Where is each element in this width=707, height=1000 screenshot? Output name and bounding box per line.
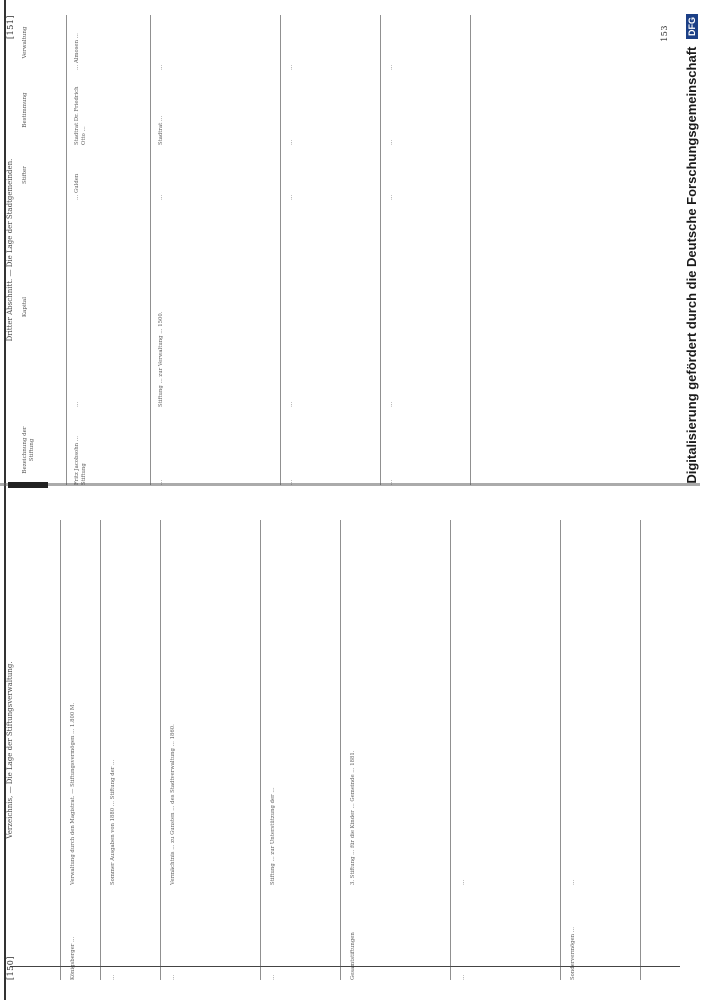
table-cell: … Gulden [74, 173, 80, 200]
column-header: Stifter [22, 166, 28, 184]
table-cell: Stadtrat … [158, 115, 164, 145]
left-row-text: 3. Stiftung … für die Kinder … Gemeinde … 1881. [350, 750, 356, 885]
left-row-text: … [570, 879, 576, 885]
table-cell: … [158, 194, 164, 200]
table-cell: … [388, 401, 394, 407]
dfg-banner-label: Digitalisierung gefördert durch die Deutsche Forschungsgemeinschaft [684, 46, 699, 484]
left-row-label: Gesamtstiftungen [350, 932, 356, 980]
table-cell: … [288, 479, 294, 485]
dfg-banner-text [684, 8, 706, 993]
table-cell: Stiftung … zur Verwaltung … 1500. [158, 311, 164, 407]
left-page [0, 520, 680, 980]
right-running-title: Dritter Abschnitt. — Die Lage der Stadtgemeinden. [6, 158, 14, 342]
table-cell: … [288, 194, 294, 200]
table-cell: … Almosen … [74, 33, 80, 70]
column-header: Bestimmung [22, 92, 28, 128]
left-row-rule [100, 520, 101, 980]
left-row-text: Sommer Ausgaben von 1880 … Stiftung der … [110, 759, 116, 885]
table-cell: … [288, 64, 294, 70]
table-cell: … [158, 479, 164, 485]
table-cell: Fritz Jacobsohn … Stiftung [74, 435, 87, 485]
left-row-text: Vermächtnis … zu Gunsten … des Stadtverwaltung … 1860. [170, 724, 176, 885]
dfg-logo-badge: DFG [686, 14, 698, 39]
left-row-label: … [270, 974, 276, 980]
left-row-text: … [460, 879, 466, 885]
left-row-rule [560, 520, 561, 980]
table-cell: … [388, 479, 394, 485]
left-row-rule [640, 520, 641, 980]
table-row-rule [150, 15, 151, 485]
left-row-rule [260, 520, 261, 980]
column-header: Verwaltung [22, 26, 28, 59]
table-row-rule [470, 15, 471, 485]
right-table-header [22, 15, 66, 485]
table-cell: … [158, 64, 164, 70]
table-cell: … [288, 139, 294, 145]
left-header-rule [60, 520, 61, 980]
table-cell: … [388, 194, 394, 200]
table-row-rule [380, 15, 381, 485]
left-row-label: … [170, 974, 176, 980]
right-page-number: [151] [6, 15, 15, 40]
left-row-label: Königsberger … [70, 936, 76, 980]
left-row-label: … [460, 974, 466, 980]
table-cell: … [388, 139, 394, 145]
table-cell: … [74, 401, 80, 407]
right-header-rule [66, 15, 67, 485]
left-row-rule [340, 520, 341, 980]
table-row-rule [280, 15, 281, 485]
left-row-text: Stiftung … zur Unterstützung der … [270, 787, 276, 885]
left-row-label: Sondervermögen … [570, 926, 576, 980]
left-row-text: Verwaltung durch den Magistrat. — Stiftungsvermögen … 1.800 M. [70, 702, 76, 885]
dfg-banner [682, 8, 704, 993]
column-header: Bezeichnung der Stiftung [22, 426, 35, 474]
table-cell: … [288, 401, 294, 407]
left-row-rule [160, 520, 161, 980]
column-header: Kapital [22, 297, 28, 317]
left-row-label: … [110, 974, 116, 980]
left-row-rule [450, 520, 451, 980]
right-footer-page-number: 153 [660, 25, 669, 42]
table-cell: … [388, 64, 394, 70]
table-cell: Stadtrat Dr. Friedrich Otto … [74, 86, 87, 145]
left-running-title: Verzeichnis, — Die Lage der Stiftungsverwaltung. [6, 661, 14, 839]
left-page-number: [150] [6, 955, 15, 980]
right-page [0, 15, 680, 485]
